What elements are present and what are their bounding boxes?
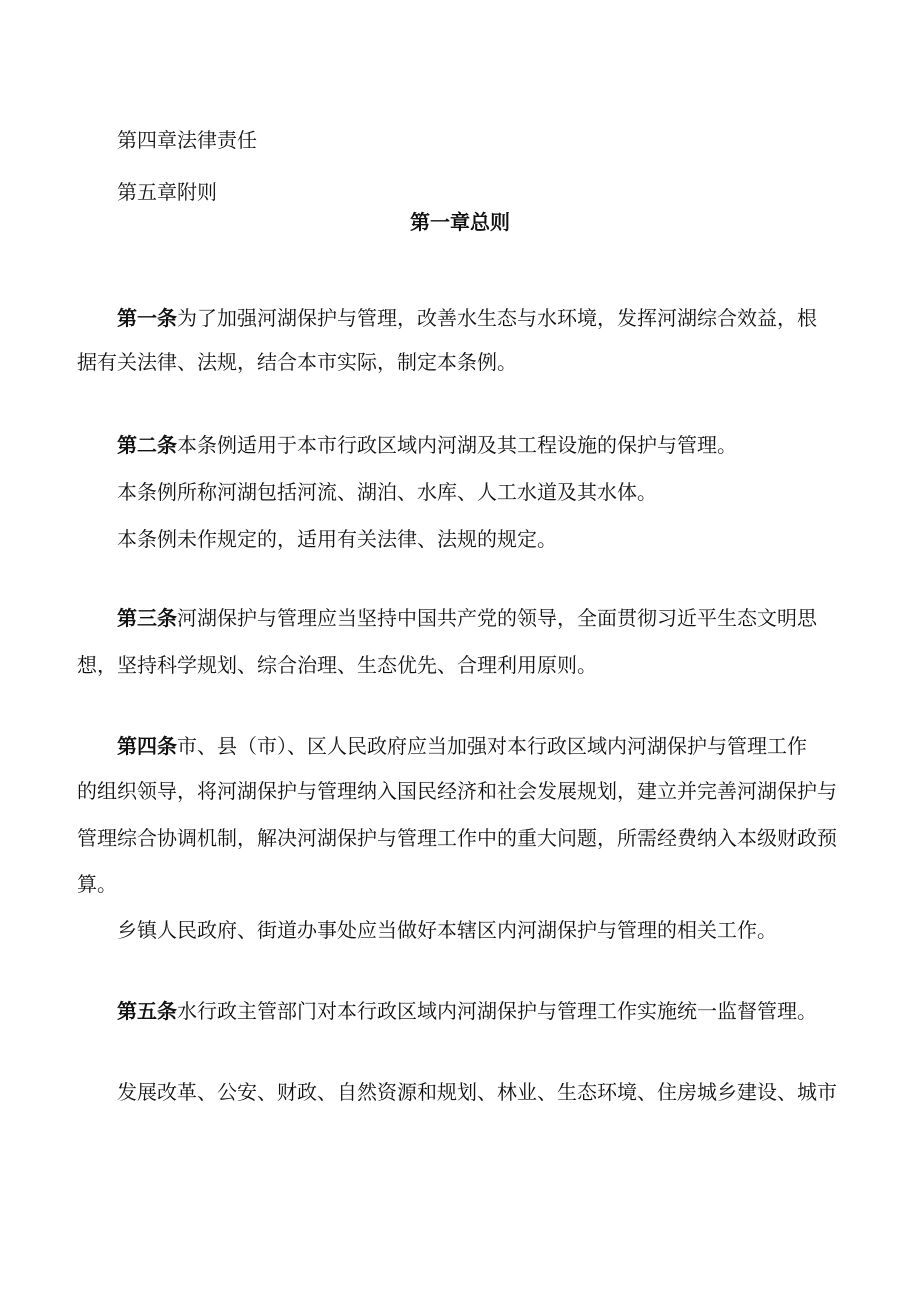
article-3-text: 河湖保护与管理应当坚持中国共产党的领导，全面贯彻习近平生态文明思 (177, 606, 817, 630)
article-3-first-line (117, 606, 817, 630)
article-4-paragraph-2: 乡镇人民政府、街道办事处应当做好本辖区内河湖保护与管理的相关工作。 (117, 918, 777, 942)
article-5-text: 水行政主管部门对本行政区域内河湖保护与管理工作实施统一监督管理。 (177, 999, 817, 1023)
article-2-label: 第二条 (117, 433, 177, 457)
article-2-paragraph-2: 本条例所称河湖包括河流、湖泊、水库、人工水道及其水体。 (117, 480, 657, 504)
chapter-1-title: 第一章总则 (410, 210, 510, 234)
article-5-label: 第五条 (117, 999, 177, 1023)
article-2-first-line (117, 433, 737, 457)
toc-chapter-4: 第四章法律责任 (117, 128, 257, 152)
article-1-line-2: 据有关法律、法规，结合本市实际，制定本条例。 (77, 350, 517, 374)
toc-chapter-5: 第五章附则 (117, 180, 217, 204)
article-5-paragraph-2: 发展改革、公安、财政、自然资源和规划、林业、生态环境、住房城乡建设、城市 (117, 1080, 837, 1104)
article-2-text: 本条例适用于本市行政区域内河湖及其工程设施的保护与管理。 (177, 433, 737, 457)
article-2-paragraph-3: 本条例未作规定的，适用有关法律、法规的规定。 (117, 527, 557, 551)
article-1-label: 第一条 (117, 306, 177, 330)
article-3-label: 第三条 (117, 606, 177, 630)
article-4-text: 市、县（市）、区人民政府应当加强对本行政区域内河湖保护与管理工作 (177, 734, 807, 758)
article-5-first-line (117, 999, 817, 1023)
article-1-text: 为了加强河湖保护与管理，改善水生态与水环境，发挥河湖综合效益，根 (177, 306, 817, 330)
article-4-line-4: 算。 (77, 872, 117, 896)
article-4-line-2: 的组织领导，将河湖保护与管理纳入国民经济和社会发展规划，建立并完善河湖保护与 (77, 779, 837, 803)
article-3-line-2: 想，坚持科学规划、综合治理、生态优先、合理利用原则。 (77, 653, 597, 677)
article-4-line-3: 管理综合协调机制，解决河湖保护与管理工作中的重大问题，所需经费纳入本级财政预 (77, 826, 837, 850)
article-1-first-line (117, 306, 817, 330)
article-4-label: 第四条 (117, 734, 177, 758)
article-4-first-line (117, 734, 807, 758)
